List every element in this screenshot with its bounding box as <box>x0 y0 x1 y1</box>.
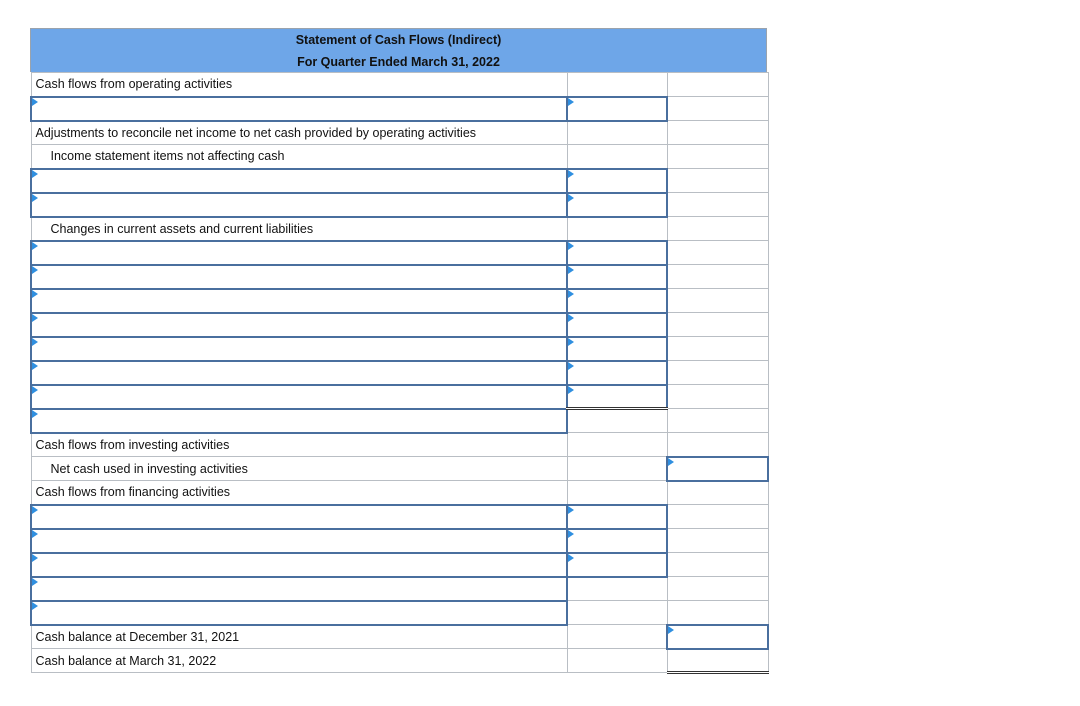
row-change-3 <box>31 289 768 313</box>
income-item-2-amount-input[interactable] <box>567 193 667 217</box>
changes-heading: Changes in current assets and current liabilities <box>31 217 567 241</box>
row-net-investing <box>31 457 768 481</box>
row-operating-heading <box>31 73 768 97</box>
blank-cell <box>667 577 768 601</box>
blank-cell <box>567 649 667 673</box>
change-7-label-input[interactable] <box>31 385 567 409</box>
row-financing-total <box>31 577 768 601</box>
financing-3-label-input[interactable] <box>31 553 567 577</box>
row-changes-heading <box>31 217 768 241</box>
row-financing-heading <box>31 481 768 505</box>
blank-cell <box>667 73 768 97</box>
blank-cell <box>667 385 768 409</box>
row-income-item-2 <box>31 193 768 217</box>
income-item-2-label-input[interactable] <box>31 193 567 217</box>
change-4-amount-input[interactable] <box>567 313 667 337</box>
row-change-6 <box>31 361 768 385</box>
blank-cell <box>667 481 768 505</box>
blank-cell <box>667 313 768 337</box>
financing-2-amount-input[interactable] <box>567 529 667 553</box>
row-change-1 <box>31 241 768 265</box>
blank-cell <box>567 121 667 145</box>
statement-period: For Quarter Ended March 31, 2022 <box>297 54 500 69</box>
blank-cell <box>567 433 667 457</box>
row-change-2 <box>31 265 768 289</box>
statement-table <box>30 72 769 674</box>
cash-end-label: Cash balance at March 31, 2022 <box>31 649 567 673</box>
blank-cell <box>667 265 768 289</box>
operating-heading: Cash flows from operating activities <box>31 73 567 97</box>
statement-header <box>30 28 767 72</box>
financing-1-amount-input[interactable] <box>567 505 667 529</box>
blank-cell <box>667 121 768 145</box>
net-income-label-input[interactable] <box>31 97 567 121</box>
blank-cell <box>667 409 768 433</box>
row-operating-total <box>31 409 768 433</box>
blank-cell <box>667 193 768 217</box>
change-5-amount-input[interactable] <box>567 337 667 361</box>
blank-cell <box>667 601 768 625</box>
row-change-4 <box>31 313 768 337</box>
change-4-label-input[interactable] <box>31 313 567 337</box>
row-financing-2 <box>31 529 768 553</box>
blank-cell <box>667 361 768 385</box>
change-2-amount-input[interactable] <box>567 265 667 289</box>
blank-cell <box>567 601 667 625</box>
blank-cell <box>667 337 768 361</box>
change-3-amount-input[interactable] <box>567 289 667 313</box>
blank-cell <box>667 433 768 457</box>
row-cash-begin <box>31 625 768 649</box>
net-change-label-input[interactable] <box>31 601 567 625</box>
row-financing-3 <box>31 553 768 577</box>
blank-cell <box>667 505 768 529</box>
blank-cell <box>667 97 768 121</box>
blank-cell <box>667 169 768 193</box>
change-7-amount-input[interactable] <box>567 385 667 409</box>
row-cash-end <box>31 649 768 673</box>
income-item-1-label-input[interactable] <box>31 169 567 193</box>
blank-cell <box>667 217 768 241</box>
net-investing-label: Net cash used in investing activities <box>31 457 567 481</box>
row-income-items-heading <box>31 145 768 169</box>
change-2-label-input[interactable] <box>31 265 567 289</box>
income-items-heading: Income statement items not affecting cash <box>31 145 567 169</box>
adjustments-heading: Adjustments to reconcile net income to net cash provided by operating activities <box>31 121 567 145</box>
cash-begin-amount-input[interactable] <box>667 625 768 649</box>
change-6-amount-input[interactable] <box>567 361 667 385</box>
net-investing-amount-input[interactable] <box>667 457 768 481</box>
blank-cell <box>667 241 768 265</box>
net-income-amount-input[interactable] <box>567 97 667 121</box>
change-6-label-input[interactable] <box>31 361 567 385</box>
blank-cell <box>567 457 667 481</box>
financing-heading: Cash flows from financing activities <box>31 481 567 505</box>
blank-cell <box>567 625 667 649</box>
row-net-income <box>31 97 768 121</box>
blank-cell <box>667 553 768 577</box>
blank-cell <box>567 217 667 241</box>
cash-flow-worksheet <box>30 28 767 674</box>
blank-cell <box>567 145 667 169</box>
financing-2-label-input[interactable] <box>31 529 567 553</box>
row-investing-heading <box>31 433 768 457</box>
financing-1-label-input[interactable] <box>31 505 567 529</box>
blank-cell <box>567 73 667 97</box>
blank-cell <box>667 145 768 169</box>
blank-cell <box>667 289 768 313</box>
financing-total-label-input[interactable] <box>31 577 567 601</box>
operating-total-label-input[interactable] <box>31 409 567 433</box>
statement-title: Statement of Cash Flows (Indirect) <box>295 32 502 47</box>
blank-cell <box>567 577 667 601</box>
row-change-7 <box>31 385 768 409</box>
row-net-change <box>31 601 768 625</box>
change-1-amount-input[interactable] <box>567 241 667 265</box>
row-change-5 <box>31 337 768 361</box>
blank-cell <box>667 529 768 553</box>
change-3-label-input[interactable] <box>31 289 567 313</box>
change-1-label-input[interactable] <box>31 241 567 265</box>
change-5-label-input[interactable] <box>31 337 567 361</box>
row-financing-1 <box>31 505 768 529</box>
financing-3-amount-input[interactable] <box>567 553 667 577</box>
cash-end-amount <box>667 649 768 673</box>
income-item-1-amount-input[interactable] <box>567 169 667 193</box>
cash-begin-label: Cash balance at December 31, 2021 <box>31 625 567 649</box>
investing-heading: Cash flows from investing activities <box>31 433 567 457</box>
blank-cell <box>567 481 667 505</box>
blank-cell <box>567 409 667 433</box>
row-income-item-1 <box>31 169 768 193</box>
row-adjustments-heading <box>31 121 768 145</box>
